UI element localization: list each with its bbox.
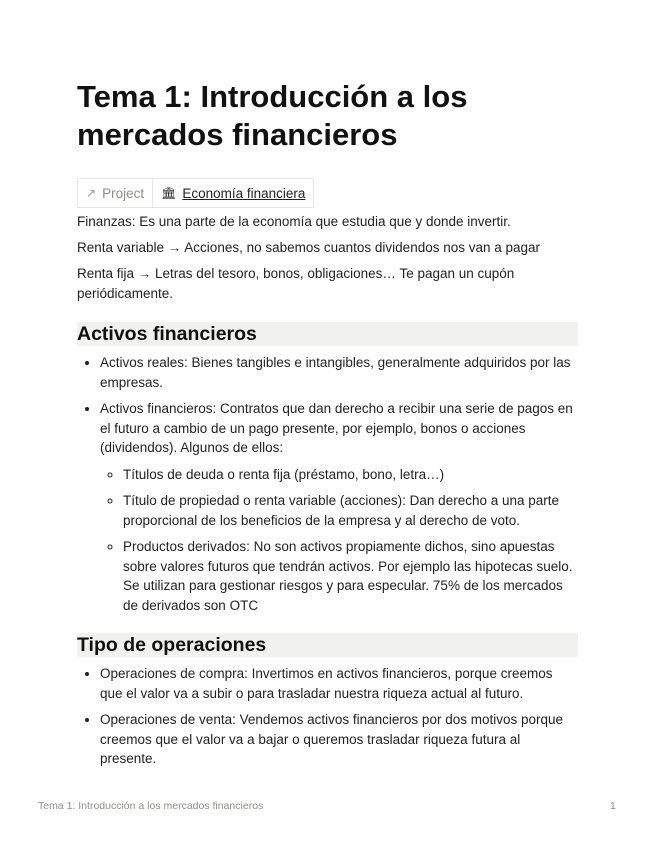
list-item: ◦ Productos derivados: No son activos propiamente dichos, sino apuestas sobre valores futuros que tendrán activos. Por ejemplo las hipotecas suelo. Se utilizan para gestionar riesgos y para especular. 75% de los mercados de derivados son OTC <box>123 537 578 615</box>
bank-icon: 🏛 <box>161 186 177 200</box>
list-item: ◦ Título de propiedad o renta variable (acciones): Dan derecho a una parte proporcional de los beneficios de la empresa y al derecho de voto. <box>123 491 578 530</box>
section-heading-activos: Activos financieros <box>77 322 578 346</box>
paragraph-renta-variable: Renta variable → Acciones, no sabemos cuantos dividendos nos van a pagar <box>77 240 541 255</box>
list-item: • Operaciones de venta: Vendemos activos financieros por dos motivos porque creemos que el valor va a bajar o queremos trasladar riqueza futura al presente. <box>100 710 578 769</box>
property-row <box>77 178 314 208</box>
list-item: • Operaciones de compra: Invertimos en activos financieros, porque creemos que el valor va a subir o para trasladar nuestra riqueza actual al futuro. <box>100 664 578 703</box>
list-item: ◦ Títulos de deuda o renta fija (préstamo, bono, letra…) <box>123 465 578 485</box>
activos-list <box>77 353 578 622</box>
list-item: • Activos reales: Bienes tangibles e intangibles, generalmente adquiridos por las empresas. <box>100 353 578 392</box>
project-link[interactable]: Economía financiera <box>182 185 306 201</box>
section-heading-operaciones: Tipo de operaciones <box>77 633 578 657</box>
paragraph-renta-fija: Renta fija → Letras del tesoro, bonos, obligaciones… Te pagan un cupón periódicamente. <box>77 266 515 301</box>
property-key <box>78 179 153 207</box>
page-title: Tema 1: Introducción a los mercados financieros <box>77 79 468 152</box>
footer-page-number: 1 <box>610 800 616 812</box>
property-value[interactable] <box>153 179 313 207</box>
paragraph-finanzas: Finanzas: Es una parte de la economía que estudia que y donde invertir. <box>77 214 511 229</box>
activos-sublist <box>100 465 578 616</box>
list-item: • Activos financieros: Contratos que dan derecho a recibir una serie de pagos en el futuro a cambio de un pago presente, por ejemplo, bonos o acciones (dividendos). Algunos de ellos: ◦ Títulos de deuda o renta fija (préstamo, bono, letra…) ◦ Título de propiedad o renta variable (acciones): Dan derecho a una parte proporcional de los beneficios de la empresa y al derecho de voto. ◦ Productos derivados: No son activos propiamente dichos, sino apuestas sobre valores futuros que tendrán activos. Por ejemplo las hipotecas suelo. Se utilizan para gestionar riesgos y para especular. 75% de los mercados de derivados son OTC <box>100 399 578 615</box>
operaciones-list <box>77 664 578 776</box>
footer-title: Tema 1: Introducción a los mercados financieros <box>38 800 264 812</box>
arrow-up-right-icon: ↗ <box>86 186 97 200</box>
property-key-label: Project <box>102 185 145 201</box>
